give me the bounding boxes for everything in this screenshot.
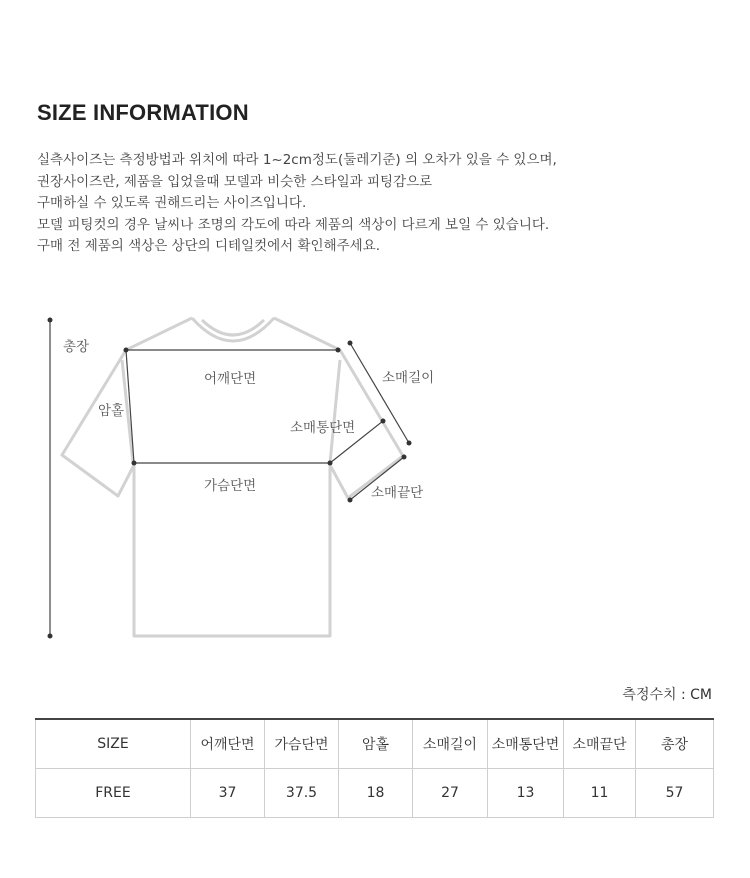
label-sleeve-hem: 소매끝단 [371,485,424,501]
cell-length: 57 [636,769,714,818]
cell-sleeve-width: 13 [488,769,564,818]
description-line: 모델 피팅컷의 경우 날씨나 조명의 각도에 따라 제품의 색상이 다르게 보일 수 있습니다. [37,216,550,233]
header-shoulder: 어깨단면 [191,719,265,769]
cell-sleeve-length: 27 [413,769,488,818]
label-sleeve-length: 소매길이 [382,370,435,386]
label-sleeve-width: 소매통단면 [290,420,356,436]
label-length: 총장 [63,339,90,355]
tshirt-measurement-diagram [0,300,750,660]
header-sleeve-hem: 소매끝단 [564,719,636,769]
header-sleeve-width: 소매통단면 [488,719,564,769]
cell-sleeve-hem: 11 [564,769,636,818]
description-line: 권장사이즈란, 제품을 입었을때 모델과 비슷한 스타일과 피팅감으로 [37,173,433,190]
tshirt-outline [62,318,403,636]
header-sleeve-length: 소매길이 [413,719,488,769]
header-length: 총장 [636,719,714,769]
header-size: SIZE [36,719,191,769]
header-armhole: 암홀 [339,719,413,769]
page-title: SIZE INFORMATION [37,100,249,125]
description-line: 구매하실 수 있도록 권해드리는 사이즈입니다. [37,195,307,211]
description-line: 구매 전 제품의 색상은 상단의 디테일컷에서 확인해주세요. [37,238,381,254]
label-shoulder: 어깨단면 [204,371,257,387]
cell-shoulder: 37 [191,769,265,818]
unit-label: 측정수치 : CM [622,687,712,703]
table-header-row [36,719,714,769]
label-chest: 가슴단면 [204,478,257,494]
label-armhole: 암홀 [98,403,125,419]
cell-size: FREE [36,769,191,818]
header-chest: 가슴단면 [265,719,339,769]
size-description [37,150,727,258]
description-line: 실측사이즈는 측정방법과 위치에 따라 1~2cm정도(둘레기준) 의 오차가 있을 수 있으며, [37,152,557,168]
cell-chest: 37.5 [265,769,339,818]
cell-armhole: 18 [339,769,413,818]
table-row [36,769,714,818]
size-table [35,718,714,818]
sleeve-length-line [350,343,409,443]
